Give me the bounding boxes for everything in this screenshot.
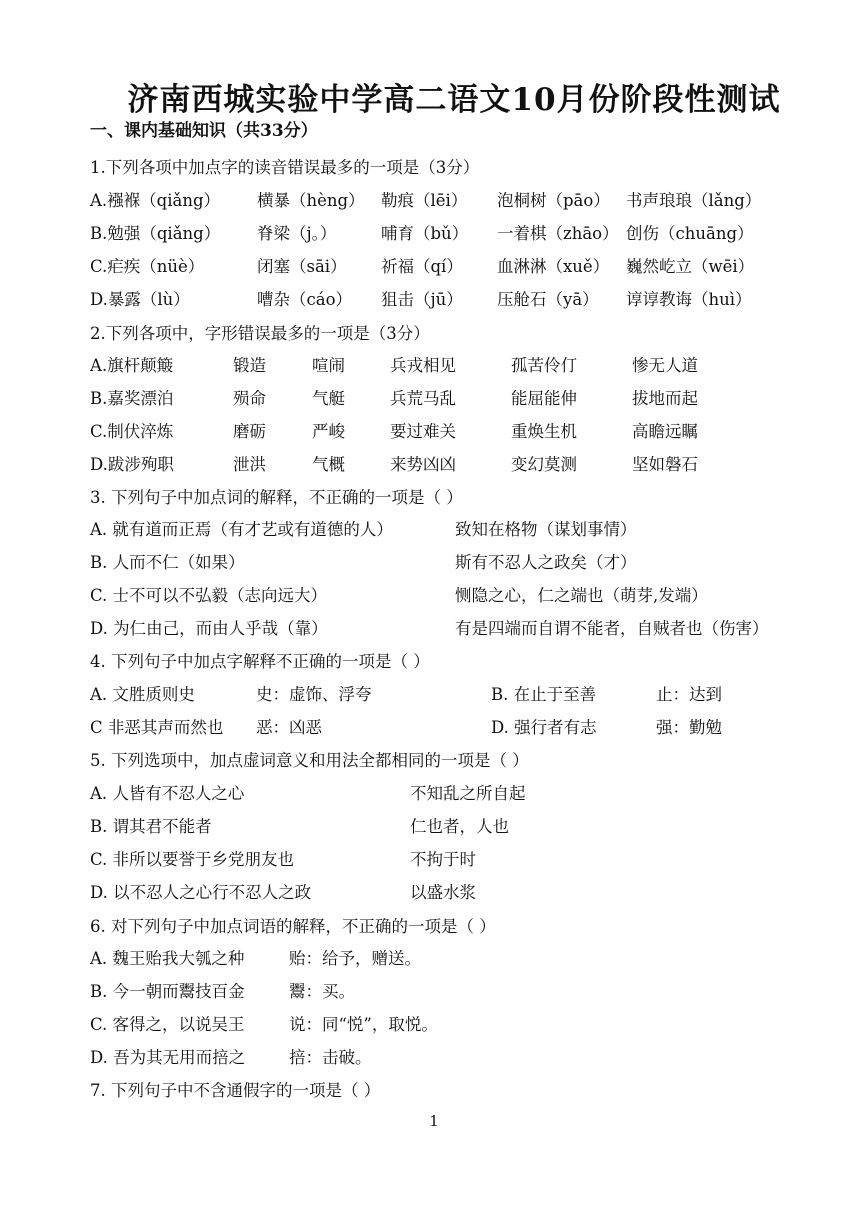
page-number: 1 (429, 1112, 439, 1130)
q1-option-1-2: 哺育（bǔ） (381, 224, 469, 243)
q2-option-1-0: B.嘉奖漂泊 (90, 389, 174, 408)
q5-option-0-0: A. 人皆有不忍人之心 (90, 784, 245, 803)
question-4-stem: 4. 下列句子中加点字解释不正确的一项是（ ） (90, 652, 430, 671)
q2-option-2-5: 高瞻远瞩 (632, 422, 698, 441)
q2-option-3-2: 气概 (312, 455, 345, 474)
q3-option-3-1: 有是四端而自谓不能者，自贼者也（伤害） (455, 619, 769, 638)
q2-option-0-2: 喧闹 (312, 356, 345, 375)
q4-option-1-3: 强：勤勉 (656, 718, 722, 737)
q2-option-2-3: 要过难关 (390, 422, 456, 441)
question-7-stem: 7. 下列句子中不含通假字的一项是（ ） (90, 1081, 381, 1100)
q5-option-2-1: 不拘于时 (410, 850, 476, 869)
q3-option-1-1: 斯有不忍人之政矣（才） (455, 553, 637, 572)
q3-option-2-0: C. 士不可以不弘毅（志向远大） (90, 586, 328, 605)
q2-option-1-4: 能屈能伸 (511, 389, 577, 408)
q1-option-2-4: 巍然屹立（wēi） (626, 257, 755, 276)
q6-option-2-1: 说：同“悦”，取悦。 (289, 1015, 438, 1034)
q3-option-1-0: B. 人而不仁（如果） (90, 553, 245, 572)
q1-option-0-1: 横暴（hèng） (257, 191, 365, 210)
q3-option-0-1: 致知在格物（谋划事情） (455, 520, 637, 539)
q3-option-3-0: D. 为仁由己，而由人乎哉（靠） (90, 619, 328, 638)
question-2-stem: 2.下列各项中，字形错误最多的一项是（3分） (90, 324, 430, 343)
question-1-stem: 1.下列各项中加点字的读音错误最多的一项是（3分） (90, 158, 480, 177)
q5-option-2-0: C. 非所以要誉于乡党朋友也 (90, 850, 295, 869)
q1-option-3-3: 压舱石（yā） (497, 290, 599, 309)
q6-option-3-1: 掊：击破。 (289, 1048, 372, 1067)
q6-option-1-0: B. 今一朝而鬻技百金 (90, 982, 245, 1001)
q1-option-2-1: 闭塞（sāi） (257, 257, 347, 276)
q4-option-0-0: A. 文胜质则史 (90, 685, 195, 704)
q6-option-3-0: D. 吾为其无用而掊之 (90, 1048, 246, 1067)
q5-option-3-0: D. 以不忍人之心行不忍人之政 (90, 883, 312, 902)
section-heading: 一、课内基础知识（共33分） (90, 121, 318, 141)
q1-option-1-1: 脊梁（j。） (257, 224, 337, 243)
q1-option-2-3: 血淋淋（xuě） (497, 257, 610, 276)
q2-option-3-5: 坚如磐石 (632, 455, 698, 474)
q2-option-3-3: 来势凶凶 (390, 455, 456, 474)
q1-option-3-2: 狙击（jū） (381, 290, 463, 309)
q2-option-0-5: 惨无人道 (632, 356, 698, 375)
q1-option-0-0: A.襁褓（qiǎng） (90, 191, 221, 210)
q2-option-2-1: 磨砺 (233, 422, 266, 441)
q1-option-3-1: 嘈杂（cáo） (257, 290, 353, 309)
q2-option-2-2: 严峻 (312, 422, 345, 441)
q4-option-1-1: 恶：凶恶 (256, 718, 322, 737)
q1-option-1-3: 一着棋（zhāo） (497, 224, 619, 243)
q1-option-2-0: C.疟疾（nüè） (90, 257, 205, 276)
q2-option-1-2: 气艇 (312, 389, 345, 408)
q2-option-3-0: D.跋涉殉职 (90, 455, 174, 474)
q2-option-2-4: 重焕生机 (511, 422, 577, 441)
q4-option-0-3: 止：达到 (656, 685, 722, 704)
q1-option-0-4: 书声琅琅（lǎng） (626, 191, 762, 210)
q6-option-2-0: C. 客得之，以说吴王 (90, 1015, 245, 1034)
q6-option-0-0: A. 魏王贻我大瓠之种 (90, 949, 245, 968)
question-5-stem: 5. 下列选项中，加点虚词意义和用法全都相同的一项是（ ） (90, 751, 529, 770)
q1-option-0-3: 泡桐树（pāo） (497, 191, 610, 210)
q2-option-3-1: 泄洪 (233, 455, 266, 474)
q3-option-2-1: 恻隐之心，仁之端也（萌芽,发端） (455, 586, 708, 605)
q5-option-1-1: 仁也者，人也 (410, 817, 509, 836)
question-6-stem: 6. 对下列句子中加点词语的解释，不正确的一项是（ ） (90, 917, 496, 936)
q5-option-0-1: 不知乱之所自起 (410, 784, 526, 803)
q2-option-3-4: 变幻莫测 (511, 455, 577, 474)
q3-option-0-0: A. 就有道而正焉（有才艺或有道德的人） (90, 520, 393, 539)
q1-option-1-0: B.勉强（qiǎng） (90, 224, 221, 243)
q5-option-3-1: 以盛水浆 (410, 883, 476, 902)
q2-option-0-4: 孤苦伶仃 (511, 356, 577, 375)
q2-option-1-1: 殒命 (233, 389, 266, 408)
q2-option-0-0: A.旗杆颠簸 (90, 356, 174, 375)
q2-option-0-3: 兵戎相见 (390, 356, 456, 375)
q1-option-1-4: 创伤（chuāng） (626, 224, 754, 243)
q4-option-1-0: C 非恶其声而然也 (90, 718, 224, 737)
q1-option-3-4: 谆谆教诲（huì） (626, 290, 752, 309)
page-title: 济南西城实验中学高二语文10月份阶段性测试 (127, 82, 781, 118)
q4-option-0-1: 史：虚饰、浮夸 (256, 685, 372, 704)
q2-option-2-0: C.制伏淬炼 (90, 422, 174, 441)
q4-option-0-2: B. 在止于至善 (491, 685, 597, 704)
q2-option-1-3: 兵荒马乱 (390, 389, 456, 408)
q1-option-3-0: D.暴露（lù） (90, 290, 190, 309)
q2-option-0-1: 锻造 (233, 356, 266, 375)
q1-option-2-2: 祈福（qí） (381, 257, 463, 276)
question-3-stem: 3. 下列句子中加点词的解释，不正确的一项是（ ） (90, 488, 463, 507)
q6-option-1-1: 鬻：买。 (289, 982, 355, 1001)
q5-option-1-0: B. 谓其君不能者 (90, 817, 212, 836)
q2-option-1-5: 拔地而起 (632, 389, 698, 408)
q1-option-0-2: 勒痕（lēi） (381, 191, 468, 210)
q6-option-0-1: 贻：给予，赠送。 (289, 949, 421, 968)
q4-option-1-2: D. 强行者有志 (491, 718, 597, 737)
